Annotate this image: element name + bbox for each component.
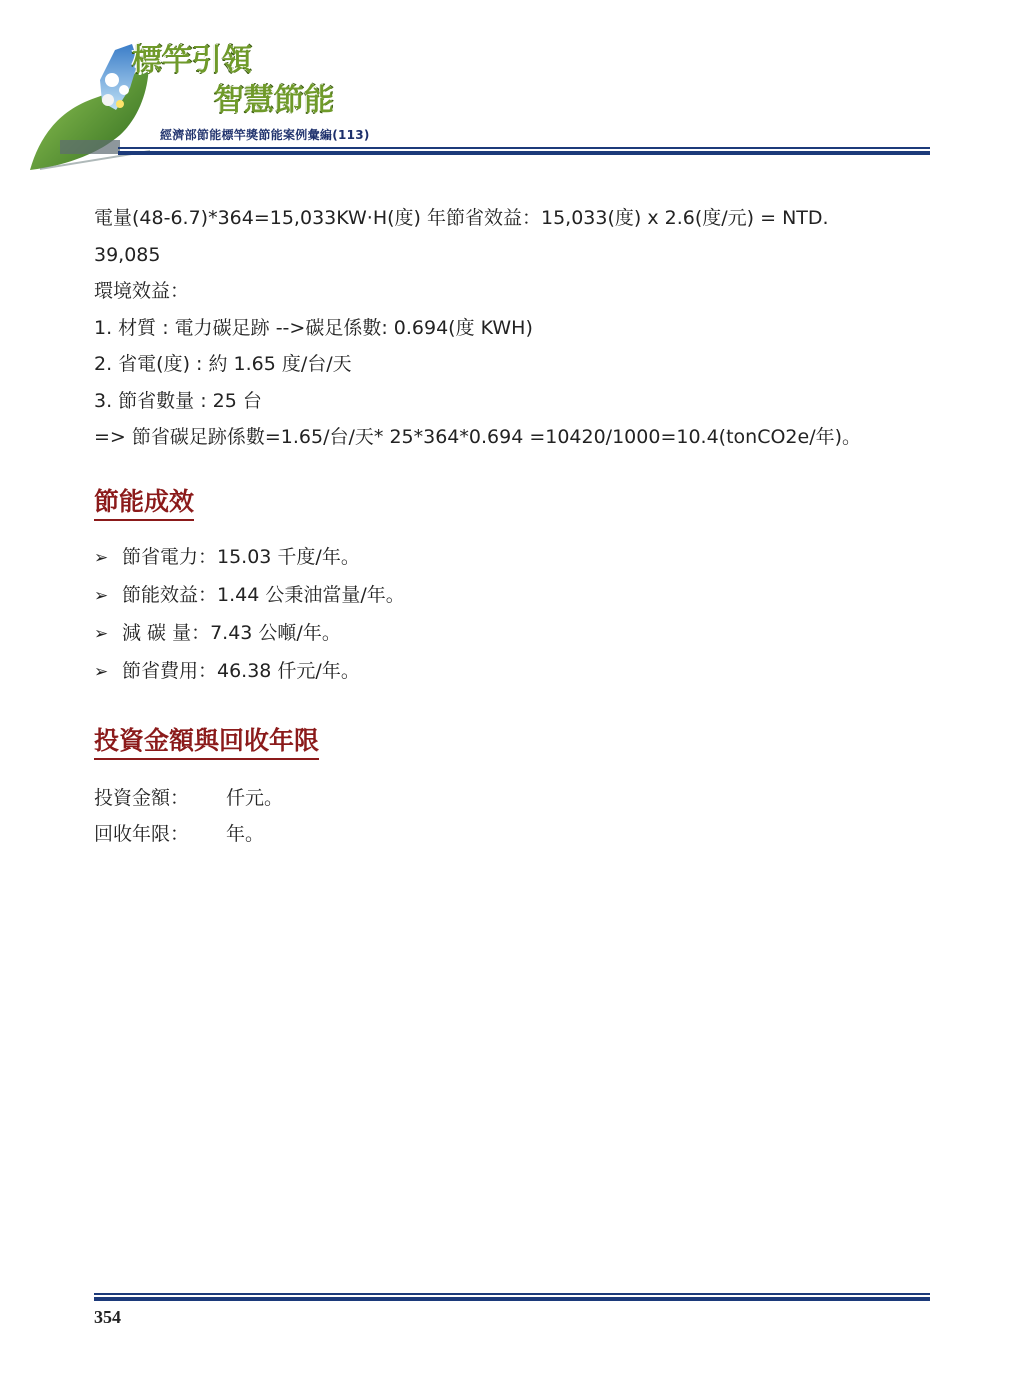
- arrow-bullet-icon: ➢: [94, 661, 109, 682]
- list-item: [94, 615, 934, 653]
- body-line: 電量(48-6.7)*364=15,033KW·H(度) 年節省效益：15,033(度) x 2.6(度/元) = NTD.: [94, 207, 829, 229]
- section-title-investment: 投資金額與回收年限: [94, 725, 319, 760]
- header-title: [132, 42, 372, 132]
- body-text: [94, 200, 934, 456]
- investment-value: 仟元。: [226, 786, 284, 809]
- arrow-bullet-icon: ➢: [94, 547, 109, 568]
- investment-label: 回收年限：: [94, 823, 190, 845]
- section-title-savings: 節能成效: [94, 486, 194, 521]
- list-item: [94, 577, 934, 615]
- investment-row: [94, 780, 934, 817]
- page-content: [94, 200, 934, 853]
- arrow-bullet-icon: ➢: [94, 623, 109, 644]
- investment-value: 年。: [226, 823, 265, 845]
- body-line: 39,085: [94, 243, 161, 266]
- savings-list: [94, 539, 934, 691]
- header-title-line1: 標竿引領: [132, 43, 252, 78]
- page-header: [0, 0, 1024, 190]
- investment-row: [94, 816, 934, 853]
- body-line: => 節省碳足跡係數=1.65/台/天* 25*364*0.694 =10420/1000=10.4(tonCO2e/年)。: [94, 426, 862, 448]
- investment-label: 投資金額：: [94, 786, 190, 809]
- header-title-line2: 智慧節能: [214, 83, 334, 118]
- header-rule-thin: [118, 147, 930, 149]
- list-item: [94, 653, 934, 691]
- footer-rule-thin: [94, 1293, 930, 1295]
- savings-item-text: 節能效益：1.44 公秉油當量/年。: [122, 583, 405, 606]
- header-rule-thick: [118, 151, 930, 155]
- savings-item-text: 減 碳 量：7.43 公噸/年。: [122, 621, 341, 644]
- body-line: 1. 材質 : 電力碳足跡 -->碳足係數: 0.694(度 KWH): [94, 316, 533, 339]
- list-item: [94, 539, 934, 577]
- header-subtitle: 經濟部節能標竿獎節能案例彙編(113): [160, 128, 370, 142]
- body-line: 3. 節省數量 : 25 台: [94, 389, 262, 412]
- page-number: 354: [94, 1307, 121, 1327]
- body-line: 環境效益：: [94, 280, 190, 302]
- body-line: 2. 省電(度) : 約 1.65 度/台/天: [94, 353, 352, 375]
- savings-item-text: 節省電力：15.03 千度/年。: [122, 545, 360, 568]
- savings-item-text: 節省費用：46.38 仟元/年。: [122, 659, 360, 682]
- arrow-bullet-icon: ➢: [94, 585, 109, 606]
- footer-rule-thick: [94, 1297, 930, 1301]
- investment-list: [94, 780, 934, 853]
